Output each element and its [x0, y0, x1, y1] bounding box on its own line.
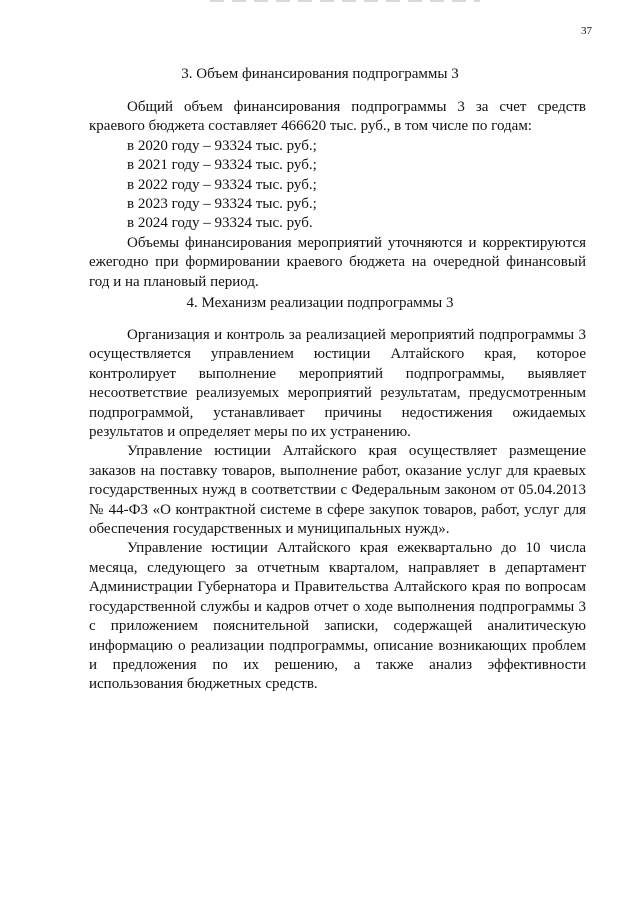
year-item-2022: в 2022 году – 93324 тыс. руб.; — [127, 176, 317, 193]
page-number: 37 — [581, 25, 592, 37]
section-4-paragraph-3: Управление юстиции Алтайского края ежеквартально до 10 числа месяца, следующего за отчетным кварталом, направляет в департамент Администрации Губернатора и Правительства Алтайского края по вопросам государственной службы и кадров отчет о ходе выполнения подпрограммы 3 с приложением пояснительной записки, содержащей аналитическую информацию о реализации подпрограммы, описание возникающих проблем и предложения по их решению, а также анализ эффективности использования бюджетных средств. — [89, 540, 586, 693]
section-4-paragraph-2: Управление юстиции Алтайского края осуществляет размещение заказов на поставку товаров, выполнение работ, оказание услуг для краевых государственных нужд в соответствии с Федеральным законом от 05.04.2013 № 44-ФЗ «О контрактной системе в сфере закупок товаров, работ, услуг для обеспечения государственных и муниципальных нужд». — [89, 443, 586, 538]
year-item-2021: в 2021 году – 93324 тыс. руб.; — [127, 157, 317, 174]
section-4-body — [89, 326, 586, 695]
year-item-2023: в 2023 году – 93324 тыс. руб.; — [127, 196, 317, 213]
section-3-closing: Объемы финансирования мероприятий уточняются и корректируются ежегодно при формировании краевого бюджета на очередной финансовый год и на плановый период. — [89, 234, 586, 290]
section-3-intro: Общий объем финансирования подпрограммы 3 за счет средств краевого бюджета составляет 466620 тыс. руб., в том числе по годам: — [89, 99, 586, 135]
year-item-2020: в 2020 году – 93324 тыс. руб.; — [127, 137, 317, 154]
section-4-paragraph-1: Организация и контроль за реализацией мероприятий подпрограммы 3 осуществляется управлением юстиции Алтайского края, которое контролирует выполнение мероприятий подпрограммы, выявляет несоответствие реализуемых мероприятий результатам, предусмотренным подпрограммой, устанавливает причины недостижения ожидаемых результатов и определяет меры по их устранению. — [89, 327, 586, 441]
section-3-heading: 3. Объем финансирования подпрограммы 3 — [181, 66, 459, 82]
section-4-heading: 4. Механизм реализации подпрограммы 3 — [186, 295, 454, 311]
scan-artifact-line — [210, 0, 480, 2]
year-item-2024: в 2024 году – 93324 тыс. руб. — [127, 215, 313, 232]
section-3-body — [89, 98, 586, 292]
